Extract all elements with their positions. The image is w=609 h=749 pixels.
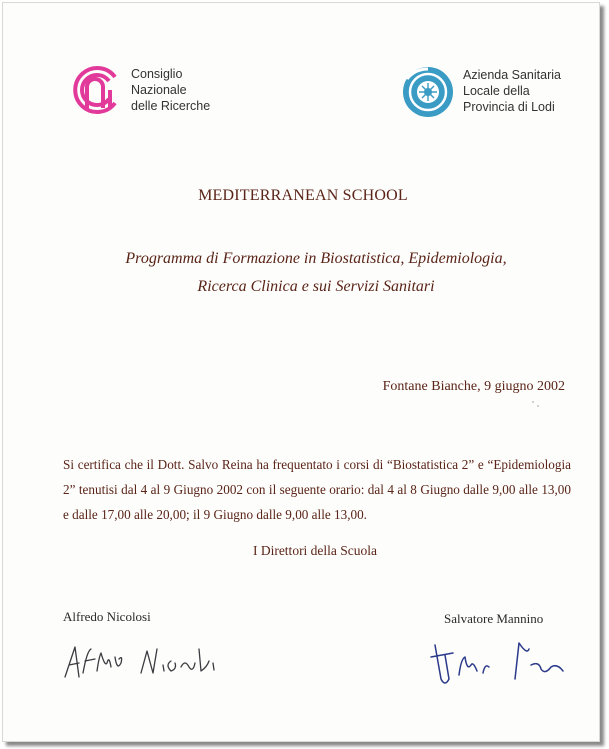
signatory-left-name: Alfredo Nicolosi [63,609,151,624]
program-line-1: Programma di Formazione in Biostatistica, Epidemiologia, [125,250,507,267]
asl-line-2: Locale della [463,84,530,98]
place-date: Fontane Bianche, 9 giugno 2002 [382,379,565,394]
asl-line-3: Provincia di Lodi [463,100,555,114]
directors-label: I Direttori della Scuola [252,543,378,558]
signatory-right-name: Salvatore Mannino [444,611,544,626]
signature-left-icon [61,637,221,689]
paper-speck [537,405,539,407]
cnr-line-2: Nazionale [131,83,187,97]
certificate-page [2,2,600,742]
asl-line-1: Azienda Sanitaria [463,68,561,82]
school-title: MEDITERRANEAN SCHOOL [198,187,408,204]
program-title [3,245,609,301]
signature-right-icon [427,635,577,693]
asl-org-name [463,67,561,115]
cnr-line-3: delle Ricerche [131,99,211,113]
cnr-line-1: Consiglio [131,67,183,81]
certification-text: Si certifica che il Dott. Salvo Reina ha frequentato i corsi di “Biostatistica 2” e “Epidemiologia 2” tenutisi dal 4 al 9 Giugno 2002 con il seguente orario: dal 4 al 8 Giugno dalle 9,00 alle 13,00 e dalle 17,00 alle 20,00; il 9 Giugno dalle 9,00 alle 13,00. [63,457,571,522]
cnr-org-name [131,66,210,114]
asl-logo-icon [401,65,455,119]
cnr-logo-icon [69,65,121,115]
program-line-2: Ricerca Clinica e sui Servizi Sanitari [197,278,435,295]
paper-speck [532,401,534,403]
